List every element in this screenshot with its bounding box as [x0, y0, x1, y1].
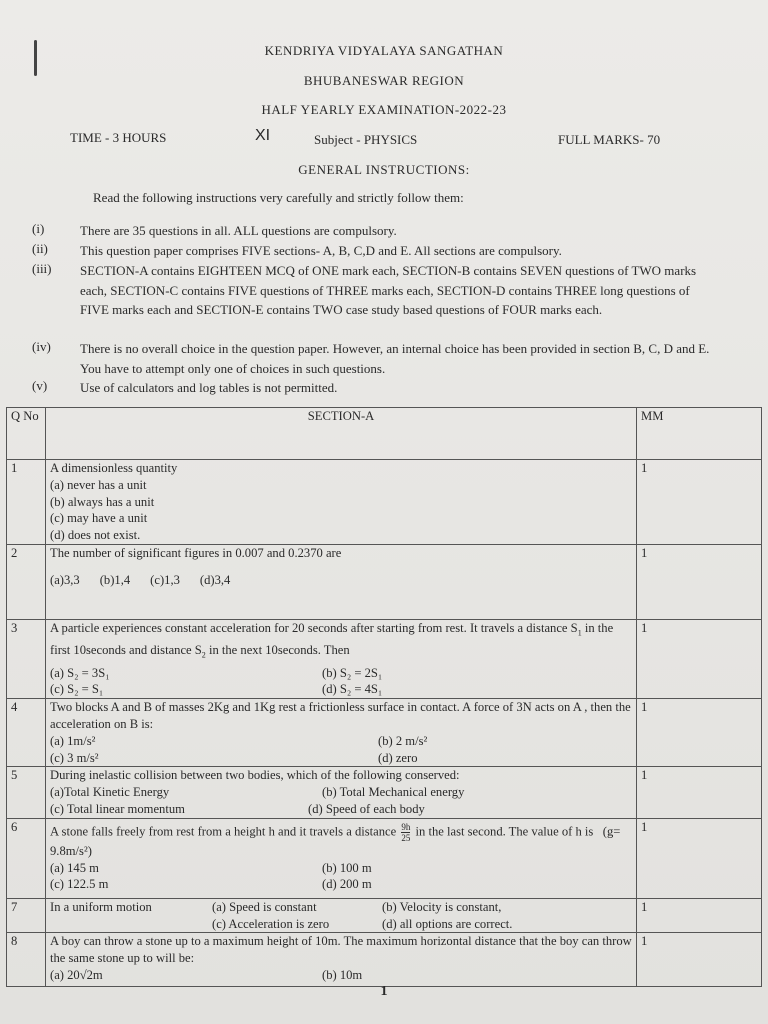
options-row	[50, 681, 632, 698]
option: (d) Speed of each body	[308, 801, 425, 816]
instruction-text: There are 35 questions in all. ALL questions are compulsory.	[80, 223, 397, 238]
question-text-part: A stone falls freely from rest from a height h and it travels a distance	[50, 824, 397, 839]
option: (c) 3 m/s²	[50, 750, 99, 765]
options-row	[50, 572, 632, 589]
instruction-text: Use of calculators and log tables is not permitted.	[80, 380, 338, 395]
qno-header: Q No	[7, 408, 46, 460]
question-number: 5	[7, 767, 46, 818]
options-row	[50, 967, 632, 984]
question-marks: 1	[637, 619, 762, 698]
question-text: A boy can throw a stone up to a maximum height of 10m. The maximum horizontal distance that the boy can throw the same stone up to will be:	[50, 934, 632, 966]
question-marks: 1	[637, 699, 762, 767]
mm-header: MM	[637, 408, 762, 460]
region-title: BHUBANESWAR REGION	[303, 73, 465, 88]
table-row	[7, 619, 762, 698]
instructions-intro: Read the following instructions very carefully and strictly follow them:	[93, 190, 464, 205]
table-row	[7, 699, 762, 767]
questions-table	[6, 407, 762, 987]
question-cell	[46, 544, 637, 619]
options-row	[50, 876, 632, 893]
option: (d) all options are correct.	[382, 916, 513, 931]
option: (b) 100 m	[322, 860, 372, 875]
table-row	[7, 898, 762, 933]
question-text: A dimensionless quantity	[50, 461, 178, 475]
options-row	[50, 784, 632, 801]
fraction-denominator: 25	[401, 832, 411, 843]
option: (c) S₂ = S₁	[50, 682, 104, 697]
time-label: TIME - 3 HOURS	[70, 130, 167, 145]
options-row	[50, 899, 632, 916]
option: (a) 145 m	[50, 860, 99, 875]
options-row	[50, 733, 632, 750]
question-marks: 1	[637, 818, 762, 898]
question-number: 4	[7, 699, 46, 767]
gravity-note: (g= 9.8m/s²)	[50, 824, 621, 858]
question-text	[50, 822, 632, 860]
option: (a)3,3	[50, 572, 80, 587]
fraction	[401, 822, 410, 843]
options-row	[50, 750, 632, 767]
question-text: During inelastic collision between two bodies, which of the following conserved:	[50, 768, 460, 783]
option: (a) S₂ = 3S₁	[50, 665, 110, 680]
question-cell	[46, 898, 637, 933]
instruction-number: (iii)	[32, 261, 52, 276]
question-number: 7	[7, 898, 46, 933]
instruction-text: SECTION-A contains EIGHTEEN MCQ of ONE mark each, SECTION-B contains SEVEN questions of TWO marks each, SECTION-C contains FIVE questions of THREE marks each, SECTION-D contains THREE long questions of FIVE marks each and SECTION-E contains TWO case study based questions of FOUR marks each.	[80, 263, 697, 317]
option: (d)3,4	[199, 572, 231, 587]
instruction-number: (ii)	[32, 241, 48, 256]
question-text: A particle experiences constant acceleration for 20 seconds after starting from rest. It travels a distance $S_1$ in the first 10seconds and distance $S_2$ in the next 10seconds. Then	[50, 620, 614, 660]
question-number: 1	[7, 460, 46, 545]
table-row	[7, 460, 762, 545]
option: (c) may have a unit	[50, 511, 148, 526]
org-title: KENDRIYA VIDYALAYA SANGATHAN	[264, 43, 504, 58]
question-cell	[46, 933, 637, 987]
question-text: Two blocks A and B of masses 2Kg and 1Kg rest a frictionless surface in contact. A force of 3N acts on A , then the acceleration on B is:	[50, 700, 631, 731]
question-number: 8	[7, 933, 46, 987]
table-row	[7, 818, 762, 898]
option: (b)1,4	[99, 572, 131, 587]
option: (c) Acceleration is zero	[212, 916, 330, 931]
full-marks-label: FULL MARKS- 70	[558, 132, 661, 147]
instruction-number: (iv)	[32, 339, 51, 354]
question-text: In a uniform motion	[50, 899, 152, 914]
option: (b) Velocity is constant,	[382, 899, 502, 914]
options-row	[50, 860, 632, 877]
question-cell	[46, 767, 637, 818]
section-header: SECTION-A	[46, 408, 637, 460]
question-number: 3	[7, 619, 46, 698]
option: (b) Total Mechanical energy	[322, 785, 465, 800]
instruction-text: This question paper comprises FIVE sections- A, B, C,D and E. All sections are compulsory.	[80, 243, 562, 258]
option: (d) 200 m	[322, 877, 372, 892]
question-text-part: A particle experiences constant acceleration for 20 seconds after starting from rest. It travels a distance S	[50, 620, 578, 635]
option: (a) never has a unit	[50, 477, 147, 492]
question-text: The number of significant figures in 0.007 and 0.2370 are	[50, 545, 342, 560]
question-number: 6	[7, 818, 46, 898]
option: (d) zero	[378, 750, 418, 765]
table-row	[7, 544, 762, 619]
option: (a) Speed is constant	[212, 899, 317, 914]
page-number: 1	[380, 984, 388, 999]
question-text-part: in the last second. The value of h is	[415, 824, 594, 839]
general-instructions-title: GENERAL INSTRUCTIONS:	[298, 162, 470, 177]
question-cell	[46, 699, 637, 767]
subject-label: Subject - PHYSICS	[314, 132, 418, 147]
option: (a) 20√2m	[50, 967, 103, 982]
options-row	[50, 665, 632, 682]
options-row	[50, 916, 632, 933]
option: (b) 10m	[322, 967, 363, 982]
exam-title: HALF YEARLY EXAMINATION-2022-23	[261, 102, 507, 117]
option: (c) 122.5 m	[50, 877, 109, 892]
question-cell	[46, 818, 637, 898]
instruction-number: (i)	[32, 221, 45, 236]
question-marks: 1	[637, 898, 762, 933]
question-marks: 1	[637, 460, 762, 545]
option: (b) 2 m/s²	[378, 733, 428, 748]
question-marks: 1	[637, 544, 762, 619]
class-label: XI	[255, 127, 271, 144]
option: (c)1,3	[150, 572, 180, 587]
table-header-row	[7, 408, 762, 460]
question-text-part: in the first 10seconds and distance S	[50, 620, 614, 658]
option: (c) Total linear momentum	[50, 801, 185, 816]
option: (d) S₂ = 4S₁	[322, 682, 383, 697]
spacer	[50, 916, 212, 933]
option: (d) does not exist.	[50, 528, 141, 543]
option: (b) S₂ = 2S₁	[322, 665, 383, 680]
fraction-numerator: 9h	[401, 821, 411, 832]
question-marks: 1	[637, 767, 762, 818]
question-number: 2	[7, 544, 46, 619]
question-cell	[46, 460, 637, 545]
instruction-number: (v)	[32, 378, 48, 393]
options-row	[50, 801, 632, 818]
table-row	[7, 933, 762, 987]
question-marks: 1	[637, 933, 762, 987]
instruction-text: There is no overall choice in the question paper. However, an internal choice has been provided in section B, C, D and E. You have to attempt only one of choices in such questions.	[80, 341, 710, 376]
option: (a) 1m/s²	[50, 733, 96, 748]
option: (b) always has a unit	[50, 494, 155, 509]
option: (a)Total Kinetic Energy	[50, 785, 170, 800]
question-text-part: in the next 10seconds. Then	[205, 643, 350, 658]
question-cell	[46, 619, 637, 698]
table-row	[7, 767, 762, 818]
